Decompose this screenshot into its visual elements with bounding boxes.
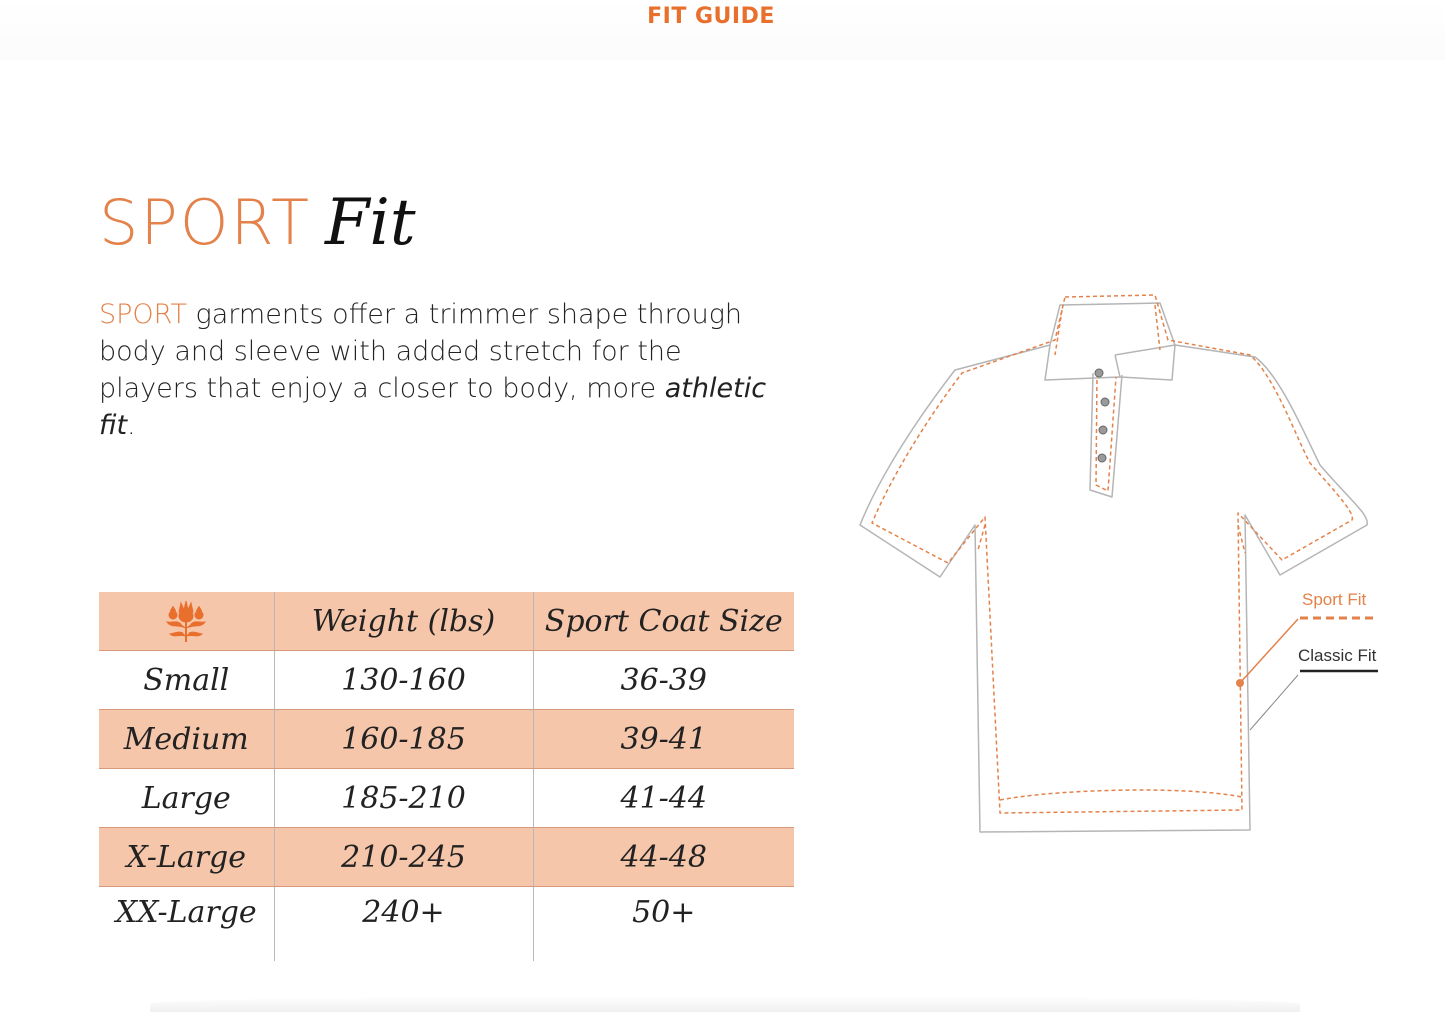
table-row: [99, 769, 794, 828]
title-brand: SPORT: [99, 186, 311, 259]
table-header-logo: [99, 592, 274, 651]
title-fit: Fit: [324, 186, 416, 260]
table-row: [99, 887, 794, 962]
table-header-weight: Weight (lbs): [274, 592, 533, 651]
sport-fit-marker: [1236, 679, 1244, 687]
coat-cell: 50+: [533, 887, 794, 962]
coat-cell: 44-48: [533, 828, 794, 887]
size-cell: XX-Large: [115, 895, 257, 930]
fit-description: [99, 296, 789, 444]
description-italic: athletic fit: [99, 373, 767, 441]
legend-sport-fit: Sport Fit: [1302, 590, 1367, 609]
table-header-coat: Sport Coat Size: [533, 592, 794, 651]
polo-shirt-illustration: [850, 285, 1380, 845]
weight-cell: 240+: [274, 887, 533, 962]
size-cell: Small: [143, 662, 230, 698]
page-title: [99, 186, 416, 260]
table-row: [99, 651, 794, 710]
coat-cell: 41-44: [533, 769, 794, 828]
table-header-row: [99, 592, 794, 651]
size-cell: X-Large: [99, 828, 274, 887]
weight-cell: 210-245: [274, 828, 533, 887]
description-end: .: [127, 410, 136, 441]
table-row: [99, 828, 794, 887]
size-cell: Large: [141, 780, 231, 816]
fit-guide-title: FIT GUIDE: [647, 4, 775, 29]
legend-classic-fit: Classic Fit: [1298, 646, 1377, 665]
thistle-icon: [161, 598, 211, 644]
table-row: [99, 710, 794, 769]
weight-cell: 160-185: [274, 710, 533, 769]
weight-cell: 130-160: [274, 651, 533, 710]
description-text: garments offer a trimmer shape through body and sleeve with added stretch for the players that enjoy a closer to body, more: [99, 299, 743, 404]
coat-cell: 36-39: [533, 651, 794, 710]
weight-cell: 185-210: [274, 769, 533, 828]
bottom-shadow: [150, 996, 1300, 1012]
coat-cell: 39-41: [533, 710, 794, 769]
size-cell: Medium: [99, 710, 274, 769]
size-table: [99, 592, 794, 961]
description-accent: SPORT: [99, 299, 187, 330]
